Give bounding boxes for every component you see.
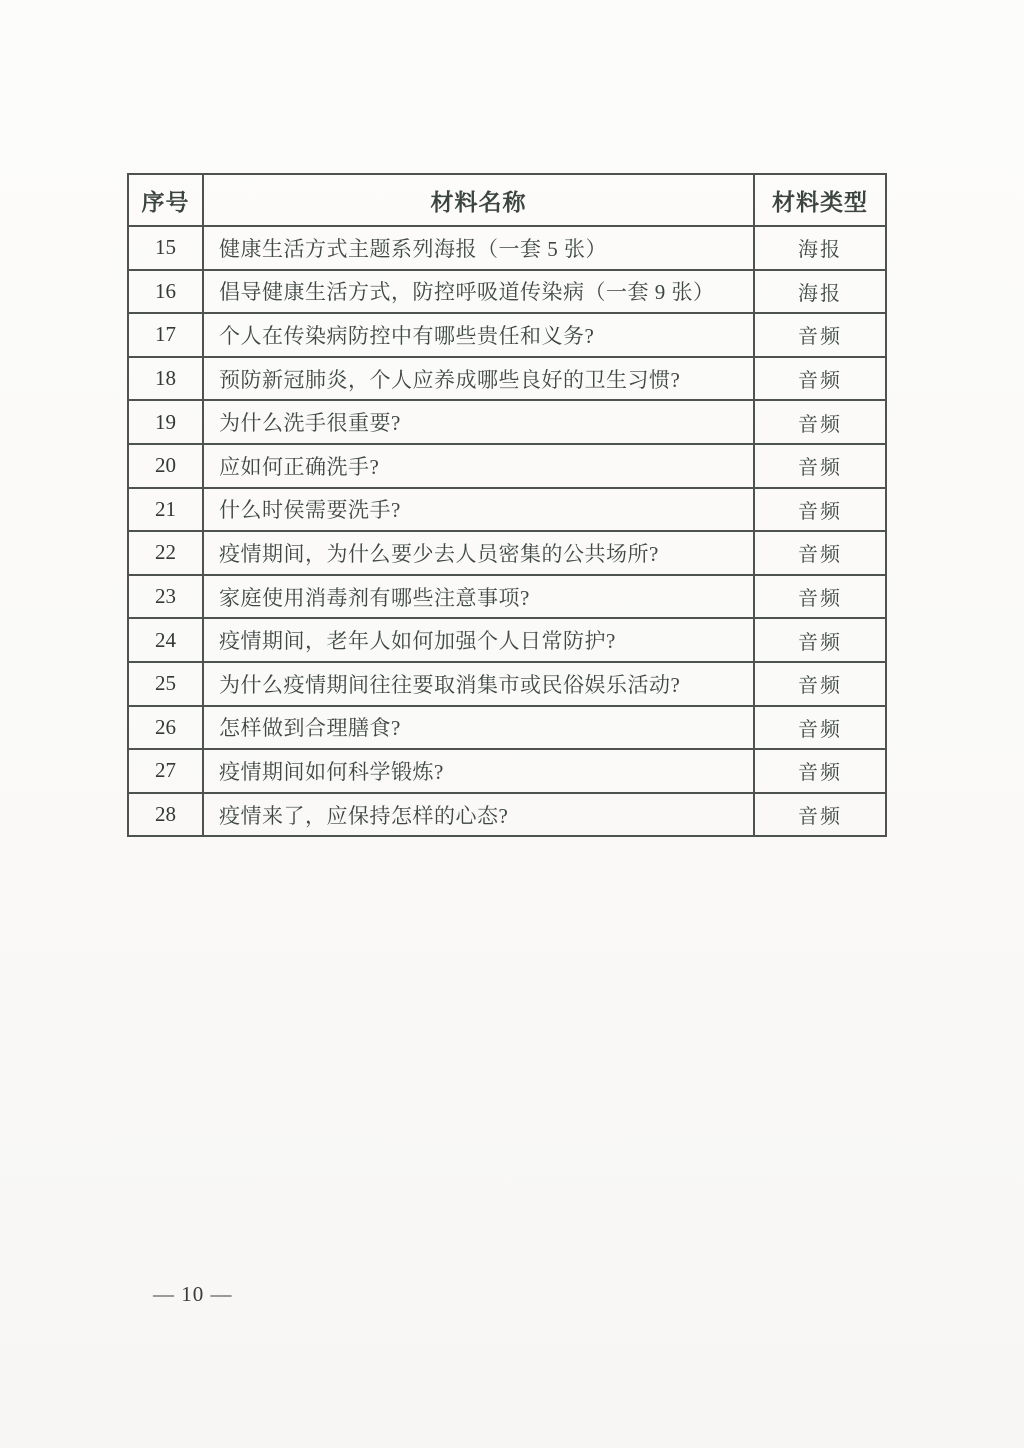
table-row (128, 313, 886, 357)
table-row (128, 270, 886, 314)
header-serial-number: 序号 (128, 174, 203, 226)
table-row (128, 400, 886, 444)
serial-number: 18 (128, 357, 203, 401)
material-type: 音频 (754, 618, 886, 662)
material-name: 为什么洗手很重要? (203, 400, 754, 444)
serial-number: 15 (128, 226, 203, 270)
material-type: 海报 (754, 226, 886, 270)
serial-number: 20 (128, 444, 203, 488)
material-type: 音频 (754, 706, 886, 750)
serial-number: 24 (128, 618, 203, 662)
material-type: 音频 (754, 444, 886, 488)
table-row (128, 618, 886, 662)
material-name: 疫情期间，为什么要少去人员密集的公共场所? (203, 531, 754, 575)
material-type: 海报 (754, 270, 886, 314)
material-name: 个人在传染病防控中有哪些贵任和义务? (203, 313, 754, 357)
serial-number: 22 (128, 531, 203, 575)
table-row (128, 662, 886, 706)
page-number: — 10 — (153, 1282, 233, 1306)
table-row (128, 749, 886, 793)
material-name: 怎样做到合理膳食? (203, 706, 754, 750)
table-row (128, 706, 886, 750)
serial-number: 19 (128, 400, 203, 444)
serial-number: 28 (128, 793, 203, 837)
material-name: 家庭使用消毒剂有哪些注意事项? (203, 575, 754, 619)
serial-number: 16 (128, 270, 203, 314)
serial-number: 23 (128, 575, 203, 619)
material-type: 音频 (754, 531, 886, 575)
material-type: 音频 (754, 793, 886, 837)
header-row (128, 174, 886, 226)
table-row (128, 575, 886, 619)
material-type: 音频 (754, 400, 886, 444)
materials-table-header (128, 174, 886, 226)
material-name: 什么时侯需要洗手? (203, 488, 754, 532)
material-name: 应如何正确洗手? (203, 444, 754, 488)
serial-number: 25 (128, 662, 203, 706)
material-name: 倡导健康生活方式，防控呼吸道传染病（一套 9 张） (203, 270, 754, 314)
material-name: 预防新冠肺炎，个人应养成哪些良好的卫生习惯? (203, 357, 754, 401)
materials-table-body (128, 226, 886, 836)
header-material-type: 材料类型 (754, 174, 886, 226)
serial-number: 26 (128, 706, 203, 750)
material-type: 音频 (754, 749, 886, 793)
material-name: 健康生活方式主题系列海报（一套 5 张） (203, 226, 754, 270)
material-type: 音频 (754, 575, 886, 619)
material-name: 疫情期间如何科学锻炼? (203, 749, 754, 793)
table-row (128, 488, 886, 532)
serial-number: 21 (128, 488, 203, 532)
table-row (128, 531, 886, 575)
header-material-name: 材料名称 (203, 174, 754, 226)
table-row (128, 793, 886, 837)
serial-number: 17 (128, 313, 203, 357)
table-row (128, 357, 886, 401)
table-row (128, 444, 886, 488)
table-row (128, 226, 886, 270)
material-type: 音频 (754, 357, 886, 401)
material-type: 音频 (754, 313, 886, 357)
material-type: 音频 (754, 488, 886, 532)
material-name: 疫情期间，老年人如何加强个人日常防护? (203, 618, 754, 662)
material-name: 疫情来了，应保持怎样的心态? (203, 793, 754, 837)
serial-number: 27 (128, 749, 203, 793)
material-name: 为什么疫情期间往往要取消集市或民俗娱乐活动? (203, 662, 754, 706)
materials-table (127, 173, 887, 837)
material-type: 音频 (754, 662, 886, 706)
